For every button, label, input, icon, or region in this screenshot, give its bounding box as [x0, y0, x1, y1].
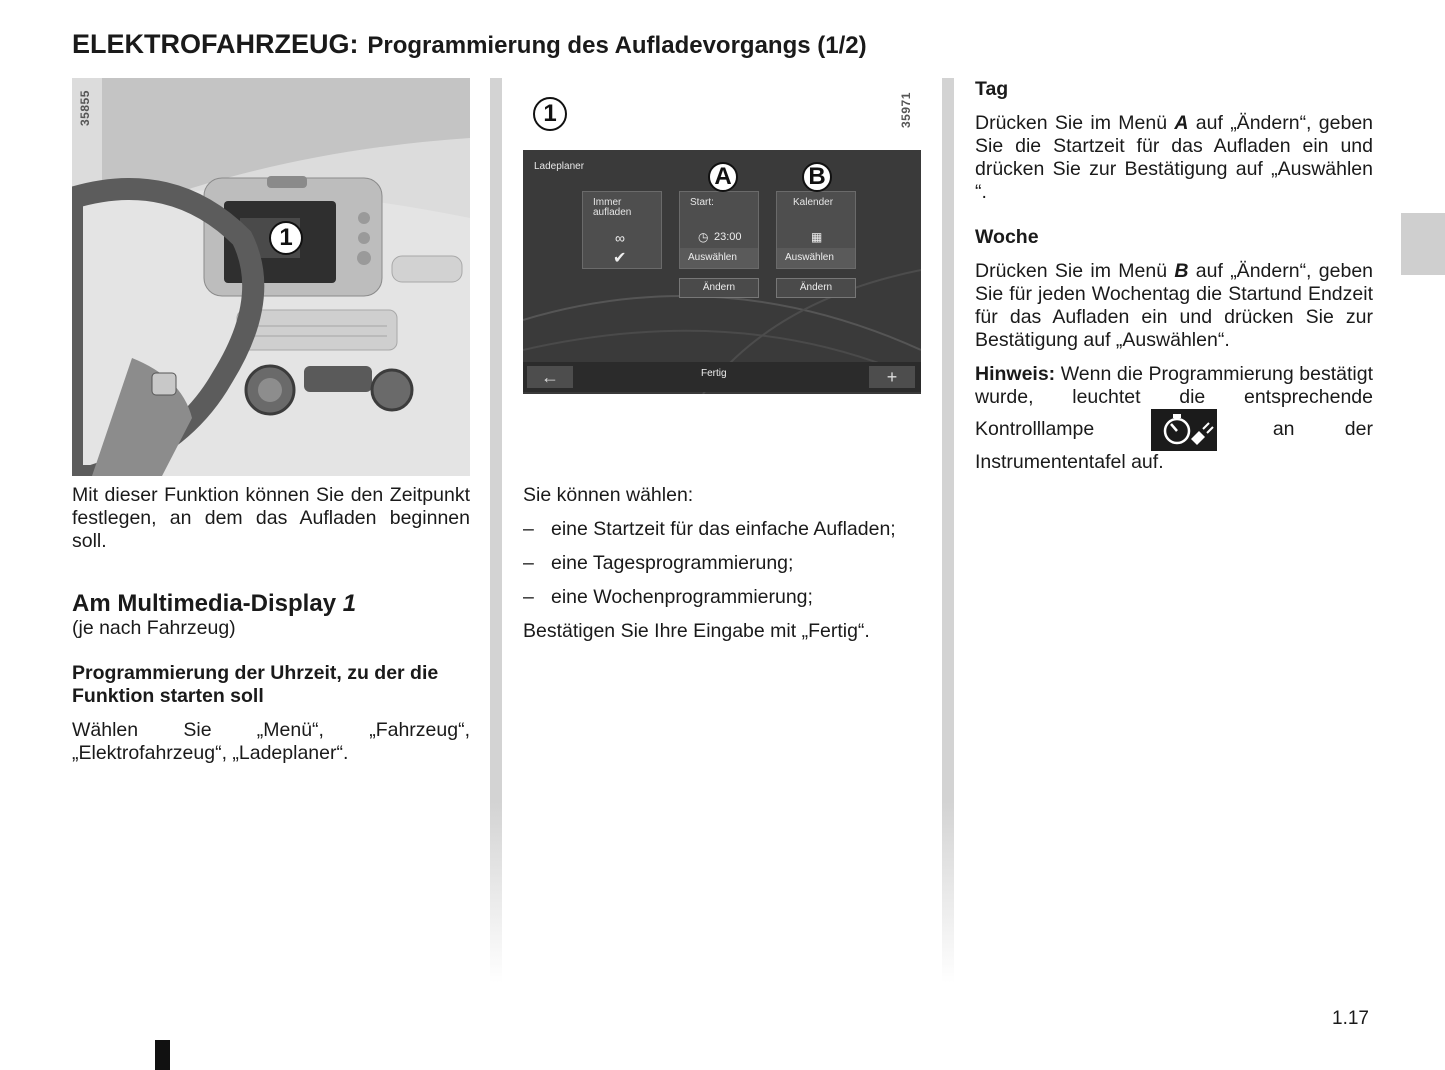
list-item: – eine Startzeit für das einfache Aufladen; — [523, 518, 896, 540]
instruction-text: Wählen Sie „Menü“, „Fahrzeug“, „Elektrofahrzeug“, „Ladeplaner“. — [72, 719, 470, 764]
page-number: 1.17 — [1332, 1008, 1369, 1029]
options-text — [523, 484, 921, 643]
note-text — [975, 363, 1373, 474]
right-column — [975, 78, 1373, 474]
marker-a: A — [708, 162, 738, 192]
page-title — [72, 24, 867, 61]
marker-b: B — [802, 162, 832, 192]
left-column — [72, 78, 470, 765]
intro-text: Mit dieser Funktion können Sie den Zeitpunkt festlegen, an dem das Aufladen beginnen soll. — [72, 484, 470, 552]
confirm-text: Bestätigen Sie Ihre Eingabe mit „Fertig“. — [523, 620, 870, 642]
tag-menu-letter: A — [1174, 112, 1189, 134]
woche-heading: Woche — [975, 226, 1039, 248]
infinity-icon: ∞ — [615, 230, 625, 246]
charging-timer-warning-icon — [1151, 409, 1217, 451]
image-code: 35971 — [899, 92, 913, 128]
page-title-main: ELEKTROFAHRZEUG: — [72, 29, 359, 59]
done-button[interactable]: Fertig — [701, 368, 727, 379]
note-label: Hinweis: — [975, 363, 1056, 385]
tag-text-post: auf „Ändern“, geben Sie die Startzeit für das Aufladen ein und drücken Sie zur Bestätigung auf „Auswählen “. — [975, 112, 1374, 203]
section-title — [72, 591, 470, 617]
image-code: 35855 — [78, 90, 92, 126]
tag-heading: Tag — [975, 78, 1009, 100]
calendar-select-button[interactable]: Auswählen — [777, 248, 855, 268]
card-calendar[interactable] — [776, 191, 856, 269]
calendar-icon: ▦ — [811, 230, 823, 244]
plus-icon[interactable]: + — [869, 366, 915, 388]
back-arrow-icon[interactable]: ← — [527, 366, 573, 388]
card-always-label: Immer aufladen — [593, 197, 632, 218]
list-item-text: eine Tagesprogrammierung; — [551, 552, 794, 574]
tag-text-pre: Drücken Sie im Menü — [975, 112, 1168, 134]
dashboard-illustration — [72, 78, 470, 476]
screen-illustration — [523, 78, 921, 408]
change-button-b[interactable]: Ändern — [776, 278, 856, 298]
change-button-a[interactable]: Ändern — [679, 278, 759, 298]
list-item: – eine Wochenprogrammierung; — [523, 586, 813, 608]
chapter-tab — [1401, 213, 1445, 275]
note-body: Wenn die Programmierung bestätigt wurde, leuchtet die entsprechende Kontrolllampe — [975, 363, 1373, 441]
card-always-charge[interactable] — [582, 191, 662, 269]
callout-1: 1 — [533, 97, 567, 131]
screen-bottom-bar — [523, 362, 921, 392]
card-calendar-label: Kalender — [793, 197, 834, 208]
card-start-label: Start: — [690, 197, 714, 208]
dashboard-drawing — [72, 78, 470, 476]
middle-column — [523, 78, 921, 408]
tag-text — [975, 112, 1373, 204]
card-start-time[interactable] — [679, 191, 759, 269]
clock-icon: ◷ — [698, 230, 709, 244]
woche-text — [975, 260, 1373, 352]
screen-title: Ladeplaner — [534, 161, 585, 172]
section-title-text: Am Multimedia-Display — [72, 590, 337, 617]
note-body-end: an der Instrumententafel auf. — [975, 418, 1373, 473]
woche-text-pre: Drücken Sie im Menü — [975, 260, 1168, 282]
options-lead: Sie können wählen: — [523, 484, 694, 506]
subheading: Programmierung der Uhrzeit, zu der die Funktion starten soll — [72, 662, 439, 707]
page-marker — [155, 1040, 170, 1070]
callout-1: 1 — [269, 221, 303, 255]
list-item-text: eine Startzeit für das einfache Aufladen; — [551, 518, 896, 540]
list-item: – eine Tagesprogrammierung; — [523, 552, 794, 574]
start-time-value: 23:00 — [714, 231, 742, 243]
section-subtitle: (je nach Fahrzeug) — [72, 617, 236, 639]
page-title-sub: Programmierung des Aufladevorgangs (1/2) — [367, 32, 867, 59]
checkmark-icon: ✔ — [613, 250, 627, 267]
woche-text-post: auf „Ändern“, geben Sie für jeden Wochentag die Startund Endzeit für das Aufladen ein und drücken Sie zur Bestätigung auf „Auswählen“. — [975, 260, 1374, 351]
woche-menu-letter: B — [1174, 260, 1189, 282]
list-item-text: eine Wochenprogrammierung; — [551, 586, 813, 608]
column-separator — [942, 78, 954, 983]
column-separator — [490, 78, 502, 983]
start-select-button[interactable]: Auswählen — [680, 248, 758, 268]
section-title-number: 1 — [342, 590, 357, 617]
